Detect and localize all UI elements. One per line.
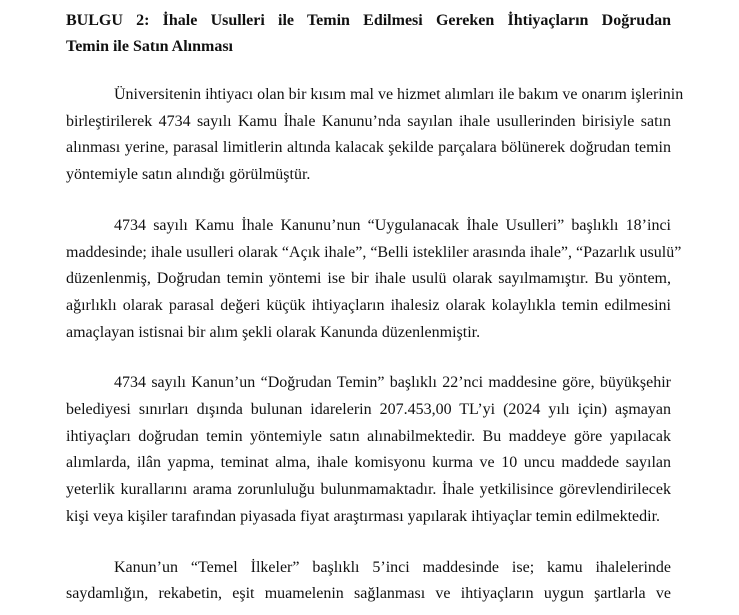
paragraph-line: yöntemiyle satın alındığı görülmüştür.	[66, 166, 311, 184]
paragraph-line: alınması yerine, parasal limitlerin altında kalacak şekilde parçalara bölünerek doğrudan temin	[66, 139, 671, 157]
paragraph-line: maddesinde; ihale usulleri olarak “Açık ihale”, “Belli istekliler arasında ihale”, “Pazarlık usulü”	[66, 243, 682, 261]
paragraph-line: Üniversitenin ihtiyacı olan bir kısım mal ve hizmet alımları ile bakım ve onarım işlerinin	[114, 86, 684, 103]
heading-line: Temin ile Satın Alınması	[66, 38, 233, 55]
paragraph-4	[66, 555, 671, 608]
finding-heading	[66, 8, 671, 60]
document-page	[66, 8, 684, 608]
paragraph-line: 4734 sayılı Kamu İhale Kanunu’nun “Uygulanacak İhale Usulleri” başlıklı 18’inci	[114, 216, 671, 234]
paragraph-line: alımlarda, ilân yapma, teminat alma, ihale komisyonu kurma ve 10 uncu maddede sayılan	[66, 454, 671, 472]
paragraph-line: 4734 sayılı Kanun’un “Doğrudan Temin” başlıklı 22’nci maddesine göre, büyükşehir	[114, 374, 671, 392]
paragraph-line: saydamlığın, rekabetin, eşit muamelenin sağlanması ve ihtiyaçların uygun şartlarla ve	[66, 585, 671, 603]
paragraph-line: amaçlayan istisnai bir alım şekli olarak Kanunda düzenlenmiştir.	[66, 323, 481, 341]
paragraph-line: ihtiyaçları doğrudan temin yöntemiyle satın alınabilmektedir. Bu maddeye göre yapılacak	[66, 427, 671, 445]
paragraph-line: Kanun’un “Temel İlkeler” başlıklı 5’inci maddesinde ise; kamu ihalelerinde	[114, 558, 671, 576]
paragraph-line: birleştirilerek 4734 sayılı Kamu İhale Kanunu’nda sayılan ihale usullerinden birisiyle satın	[66, 112, 671, 130]
paragraph-line: belediyesi sınırları dışında bulunan idarelerin 207.453,00 TL’yi (2024 yılı için) aşmayan	[66, 401, 671, 419]
paragraph-line: ağırlıklı olarak parasal değeri küçük ihtiyaçların ihalesiz olarak kolaylıkla temin edilmesini	[66, 296, 671, 314]
paragraph-1	[66, 82, 684, 189]
paragraph-line: yeterlik kurallarını arama zorunluluğu bulunmamaktadır. İhale yetkilisince görevlendirilecek	[66, 481, 671, 499]
paragraph-line: düzenlenmiş, Doğrudan temin yöntemi ise bir ihale usulü olarak sayılmamıştır. Bu yöntem,	[66, 270, 671, 288]
heading-line: BULGU 2: İhale Usulleri ile Temin Edilmesi Gereken İhtiyaçların Doğrudan	[66, 12, 671, 29]
paragraph-2	[66, 213, 682, 347]
paragraph-3	[66, 370, 671, 530]
paragraph-line: kişi veya kişiler tarafından piyasada fiyat araştırması yapılarak ihtiyaçlar temin edilmektedir.	[66, 507, 661, 525]
